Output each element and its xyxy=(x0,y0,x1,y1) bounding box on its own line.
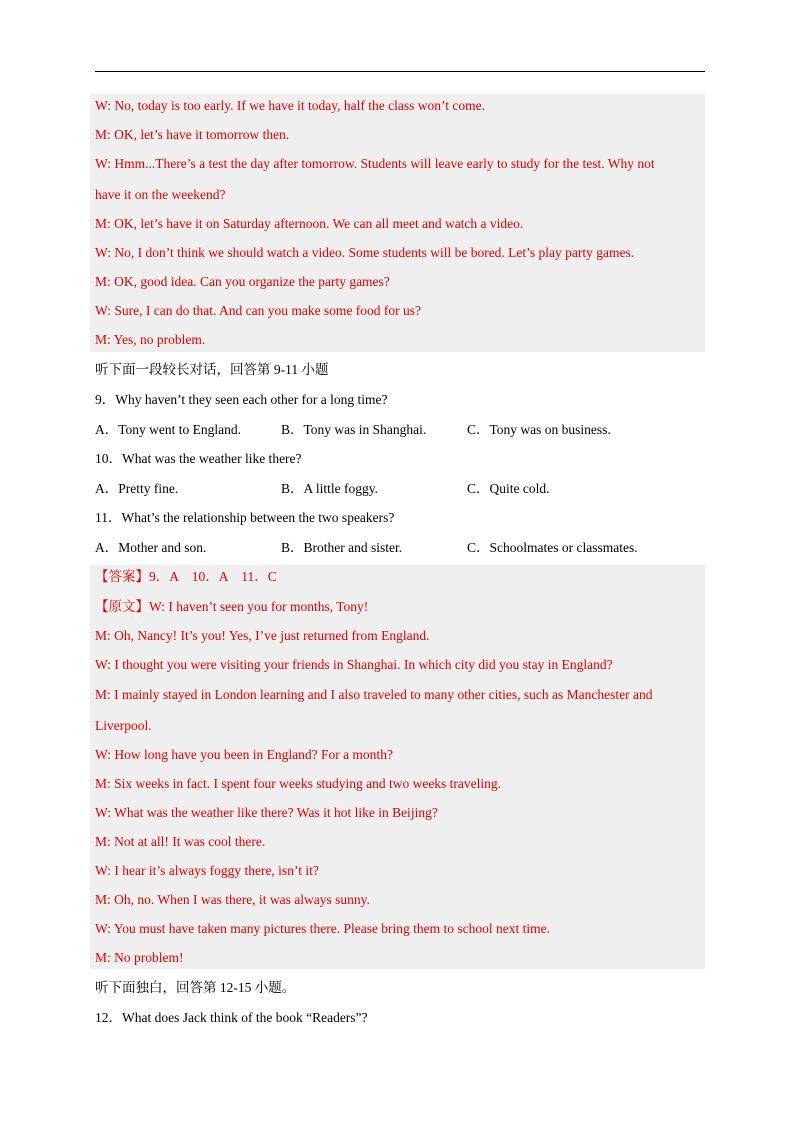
option-c: C．Quite cold. xyxy=(467,481,550,496)
question-stem: 12．What does Jack think of the book “Readers”? xyxy=(95,1010,368,1025)
option-a: A．Pretty fine. xyxy=(95,481,179,496)
option-b: B．Tony was in Shanghai. xyxy=(281,422,427,437)
transcript-line: W: I thought you were visiting your friends in Shanghai. In which city did you stay in England? xyxy=(95,657,613,672)
transcript-line: Liverpool. xyxy=(95,718,152,733)
question-stem: 9．Why haven’t they seen each other for a long time? xyxy=(95,392,388,407)
option-b: B．A little foggy. xyxy=(281,481,378,496)
transcript-line: M: Six weeks in fact. I spent four weeks studying and two weeks traveling. xyxy=(95,776,502,791)
transcript-line: 【原文】W: I haven’t seen you for months, Tony! xyxy=(95,599,369,614)
transcript-line: W: No, today is too early. If we have it today, half the class won’t come. xyxy=(95,98,486,113)
transcript-line: M: No problem! xyxy=(95,950,184,965)
section-instruction: 听下面独白，回答第 12-15 小题。 xyxy=(95,980,296,995)
option-a: A．Mother and son. xyxy=(95,540,207,555)
option-c: C．Schoolmates or classmates. xyxy=(467,540,638,555)
transcript-line: M: OK, let’s have it on Saturday afternoon. We can all meet and watch a video. xyxy=(95,216,524,231)
option-a: A．Tony went to England. xyxy=(95,422,242,437)
section-instruction: 听下面一段较长对话，回答第 9-11 小题 xyxy=(95,362,329,377)
transcript-line: M: OK, good idea. Can you organize the party games? xyxy=(95,274,390,289)
question-stem: 10．What was the weather like there? xyxy=(95,451,302,466)
question-stem: 11．What’s the relationship between the two speakers? xyxy=(95,510,395,525)
transcript-line: M: Oh, no. When I was there, it was always sunny. xyxy=(95,892,370,907)
transcript-line: W: I hear it’s always foggy there, isn’t it? xyxy=(95,863,319,878)
header-rule xyxy=(95,71,705,72)
transcript-line: M: OK, let’s have it tomorrow then. xyxy=(95,127,290,142)
transcript-line: have it on the weekend? xyxy=(95,187,226,202)
transcript-line: W: Sure, I can do that. And can you make some food for us? xyxy=(95,303,422,318)
answer-key: 【答案】9．A 10．A 11．C xyxy=(95,569,277,584)
transcript-line: W: No, I don’t think we should watch a video. Some students will be bored. Let’s play party games. xyxy=(95,245,635,260)
transcript-line: W: How long have you been in England? For a month? xyxy=(95,747,393,762)
transcript-line: W: Hmm...There’s a test the day after tomorrow. Students will leave early to study for the test. Why not xyxy=(95,156,655,171)
option-c: C．Tony was on business. xyxy=(467,422,611,437)
transcript-line: M: Yes, no problem. xyxy=(95,332,206,347)
transcript-line: M: Not at all! It was cool there. xyxy=(95,834,266,849)
transcript-block-1 xyxy=(90,94,705,352)
option-b: B．Brother and sister. xyxy=(281,540,403,555)
transcript-line: M: I mainly stayed in London learning and I also traveled to many other cities, such as Manchester and xyxy=(95,687,653,702)
transcript-line: W: You must have taken many pictures there. Please bring them to school next time. xyxy=(95,921,551,936)
transcript-block-2 xyxy=(90,565,705,969)
transcript-line: M: Oh, Nancy! It’s you! Yes, I’ve just returned from England. xyxy=(95,628,430,643)
transcript-line: W: What was the weather like there? Was it hot like in Beijing? xyxy=(95,805,438,820)
